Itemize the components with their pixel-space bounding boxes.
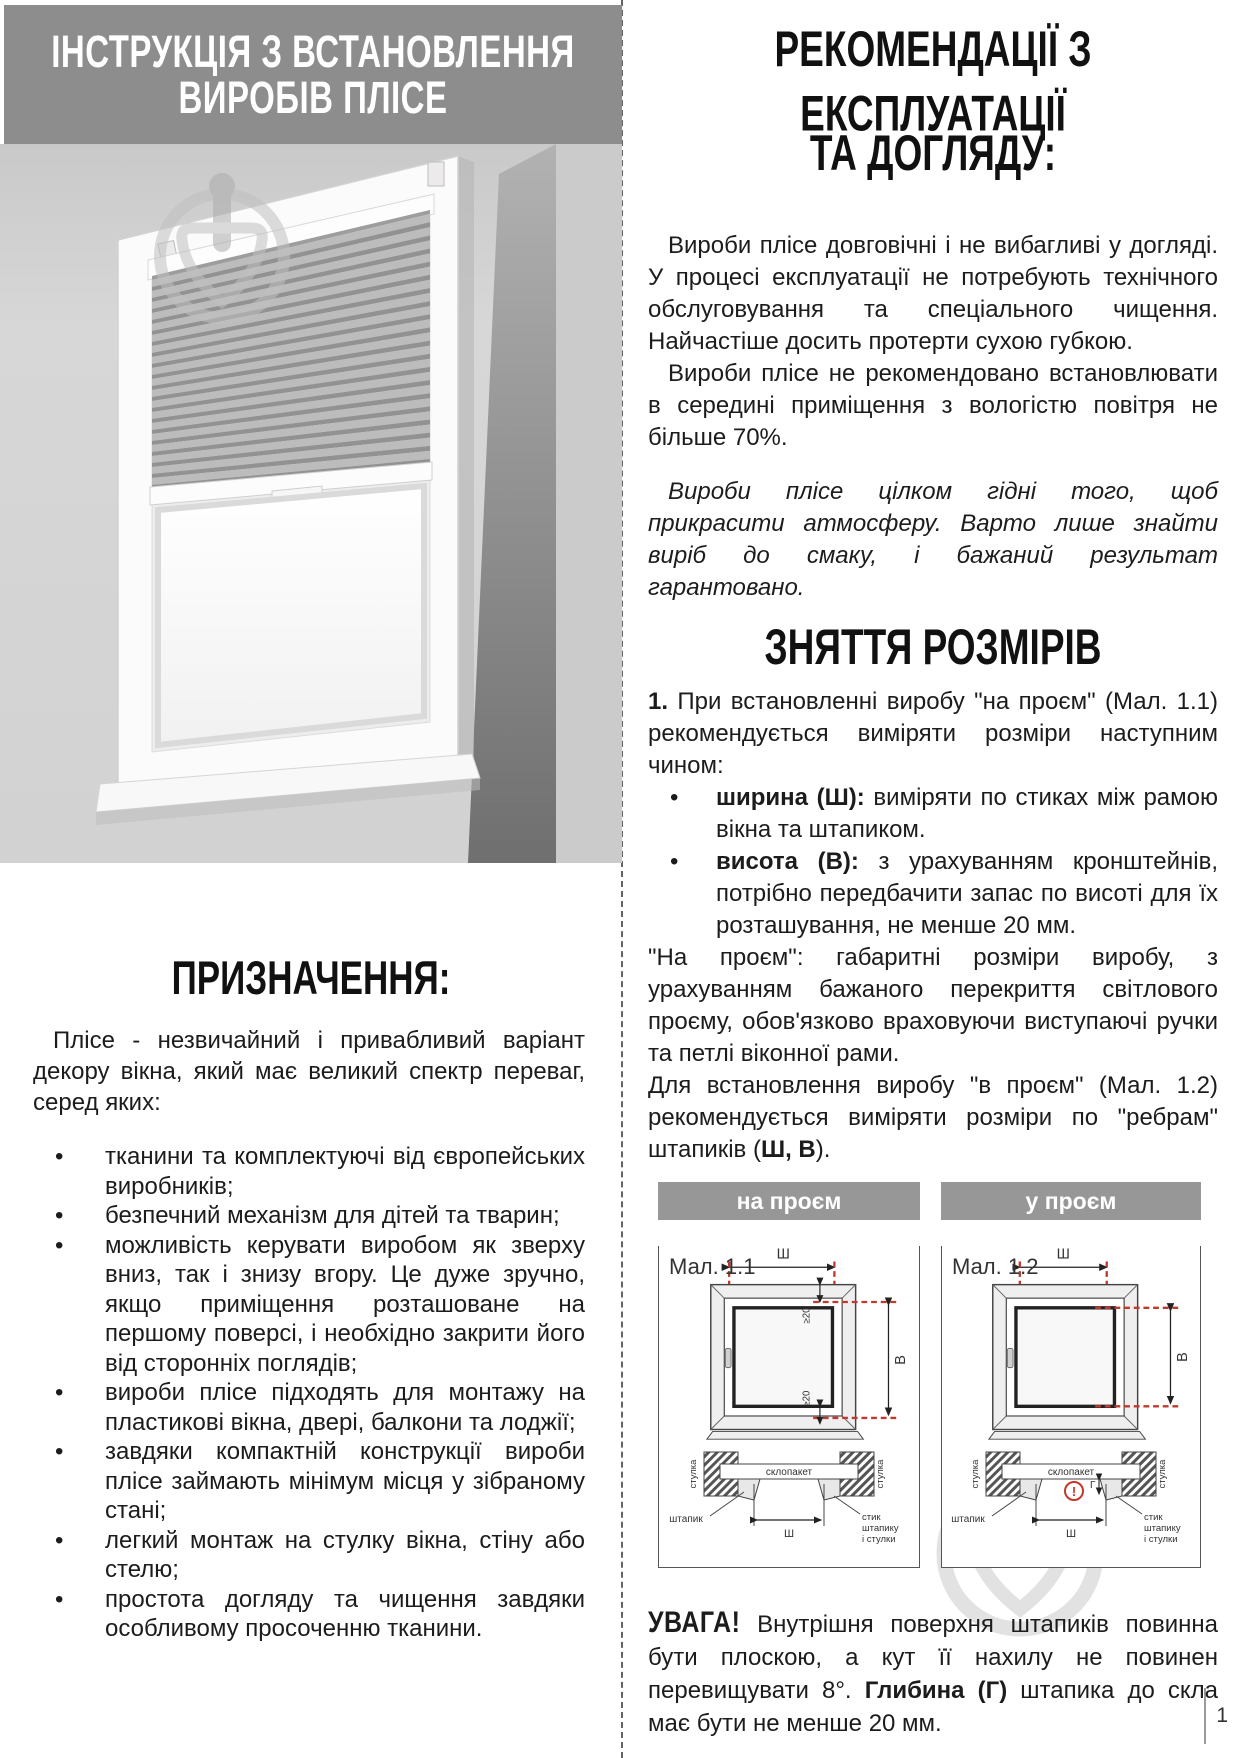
bullet-marker: • (670, 848, 679, 875)
bead-label: штапик (669, 1514, 703, 1525)
sash-label-left: стулка (970, 1459, 981, 1489)
gap-top-label: ≥20 (801, 1307, 813, 1324)
section-width-label: Ш (783, 1528, 795, 1540)
care-paragraph-3: Вироби плісе цілком гідні того, щоб прикрасити атмосферу. Варто лише знайти виріб до смаку, і бажаний результат гарантовано. (648, 478, 1218, 601)
page-number: 1 (1216, 1704, 1228, 1727)
figure-na-proem (658, 1182, 920, 1568)
benefit-text: простота догляду та чищення завдяки особливому просоченню тканини. (105, 1585, 585, 1642)
height-dim-label: В (1174, 1352, 1191, 1362)
joint-label-1: стик (1144, 1512, 1163, 1523)
figure-1-1-header: на проєм (658, 1182, 920, 1220)
purpose-heading: ПРИЗНАЧЕННЯ: (171, 952, 451, 1005)
right-column (622, 0, 1245, 1758)
figure-1-2-header: у проєм (941, 1182, 1201, 1220)
glass (1016, 1308, 1115, 1407)
bullet-marker: • (55, 1379, 64, 1406)
list-item (0, 1201, 585, 1231)
v-proem-prefix: Для встановлення виробу "в проєм" (Мал. 1.2) рекомендується виміряти розміри по "ребрам" штапиків ( (648, 1072, 1218, 1163)
sizes-heading-wrap (648, 619, 1218, 675)
width-definition: виміряти по стиках між рамою вікна та штапиком. (716, 784, 1218, 843)
sill (989, 1431, 1145, 1439)
depth-label: Г (1090, 1480, 1096, 1491)
main-title-line-1: ІНСТРУКЦІЯ З ВСТАНОВЛЕННЯ (51, 25, 575, 77)
bullet-marker: • (55, 1143, 64, 1170)
care-heading-line-1: РЕКОМЕНДАЦІЇ З ЕКСПЛУАТАЦІЇ (774, 21, 1092, 142)
width-dim-label: Ш (1056, 1246, 1070, 1263)
bead-label: штапик (951, 1514, 985, 1525)
care-paragraph-2: Вироби плісе не рекомендовано встановлювати в середині приміщення з вологістю повітря не більше 70%. (648, 360, 1218, 451)
joint-label-2: штапику (1144, 1523, 1181, 1534)
width-term: ширина (Ш): (716, 784, 865, 811)
window-recess-shadow (458, 156, 474, 766)
window-handle (725, 1348, 731, 1367)
care-paragraph-1: Вироби плісе довговічні і не вибагливі у догляді. У процесі експлуатації не потребують технічного обслуговування та спеціального чищення. Найчастіше досить протерти сухою губкою. (648, 232, 1218, 355)
attention-label: УВАГА! (648, 1605, 741, 1640)
attention-depth-term: Глибина (Г) (864, 1677, 1008, 1704)
bead-right (818, 1479, 840, 1500)
attention-text-2: штапика до скла має бути не менше 20 мм. (648, 1677, 1219, 1737)
bead-left (738, 1479, 760, 1500)
step-1-text: При встановленні виробу "на проєм" (Мал. 1.1) рекомендується виміряти розміри наступним чином: (648, 688, 1218, 779)
figure-1-2-body (941, 1246, 1201, 1568)
main-title-line-2: ВИРОБІВ ПЛІСЕ (178, 71, 448, 123)
list-item (0, 1526, 585, 1585)
glazing-label: склопакет (1047, 1467, 1095, 1478)
benefit-text: безпечний механізм для дітей та тварин; (105, 1202, 560, 1229)
list-item (0, 1585, 585, 1644)
benefit-text: завдяки компактній конструкції вироби плісе займають мінімум місця у зібраному стані; (105, 1438, 585, 1524)
benefit-text: легкий монтаж на стулку вікна, стіну або стелю; (105, 1526, 585, 1583)
figure-1-2-label: Мал. 1.2 (952, 1254, 1039, 1279)
step-1-paragraph (648, 686, 1218, 782)
figure-1-1-body (658, 1246, 920, 1568)
figure-u-proem (941, 1182, 1201, 1568)
figures-row (658, 1182, 1218, 1568)
height-term: висота (В): (716, 848, 859, 875)
figure-1-1-section-diagram (664, 1444, 914, 1544)
sash-label-right: стулка (875, 1459, 886, 1489)
photo-side-wall (556, 144, 622, 863)
v-proem-dims: Ш, В (760, 1136, 816, 1163)
mounting-bracket-right (428, 162, 444, 186)
bullet-marker: • (670, 784, 679, 811)
bead-right (1100, 1479, 1122, 1500)
attention-paragraph (648, 1605, 1219, 1740)
joint-label-3: і стулки (862, 1534, 896, 1544)
figure-1-2-section-diagram (946, 1444, 1196, 1544)
bullet-marker: • (55, 1231, 64, 1259)
benefit-text: вироби плісе підходять для монтажу на пластикові вікна, двері, балкони та лоджії; (105, 1379, 585, 1436)
bullet-marker: • (55, 1585, 64, 1613)
height-definition: з урахуванням кронштейнів, потрібно передбачити запас по висоті для їх розташування, не менше 20 мм. (716, 848, 1218, 939)
product-photo-pleated-blind (0, 144, 622, 863)
glazing-label: склопакет (765, 1467, 813, 1478)
care-heading (648, 21, 1218, 181)
list-item (648, 782, 1218, 846)
glass (734, 1308, 833, 1407)
section-width-label: Ш (1065, 1528, 1077, 1540)
purpose-intro-paragraph: Плісе - незвичайний і привабливий варіант декору вікна, який має великий спектр переваг, серед яких: (33, 1027, 585, 1116)
step-1-number: 1. (648, 688, 669, 715)
measure-list (648, 782, 1218, 942)
care-heading-line-2: ТА ДОГЛЯДУ: (809, 125, 1057, 181)
bead-left (1020, 1479, 1042, 1500)
figure-1-1-label: Мал. 1.1 (669, 1254, 756, 1279)
attention-text-1: Внутрішня поверхня штапиків повинна бути плоскою, а кут її нахилу не повинен перевищувати 8°. (648, 1611, 1218, 1704)
list-item (0, 1142, 585, 1201)
benefit-text: можливість керувати виробом як зверху вниз, так і знизу вгору. Це дуже зручно, якщо приміщення розташоване на першому поверсі, і необхідно закрити його від сторонніх поглядів; (105, 1231, 585, 1377)
joint-label-3: і стулки (1144, 1534, 1178, 1544)
main-title-banner (4, 5, 622, 144)
list-item (0, 1231, 585, 1379)
benefits-list (0, 1142, 585, 1644)
sizes-heading: ЗНЯТТЯ РОЗМІРІВ (764, 619, 1102, 675)
gap-bottom-label: ≥20 (801, 1390, 813, 1407)
window-handle (1007, 1348, 1013, 1367)
list-item (648, 846, 1218, 942)
list-item (0, 1437, 585, 1526)
v-proem-suffix: ). (815, 1136, 831, 1163)
sash-label-right: стулка (1157, 1459, 1168, 1489)
width-dim-label: Ш (776, 1246, 790, 1263)
warning-exclamation: ! (1071, 1484, 1077, 1499)
bullet-marker: • (55, 1526, 64, 1554)
bullet-marker: • (55, 1438, 64, 1465)
joint-label-2: штапику (862, 1523, 899, 1534)
benefit-text: тканини та комплектуючі від європейських виробників; (105, 1143, 585, 1200)
left-column (0, 0, 622, 1758)
sash-label-left: стулка (688, 1459, 699, 1489)
height-dim-label: В (892, 1355, 909, 1365)
bullet-marker: • (55, 1202, 64, 1229)
v-proem-paragraph (648, 1070, 1218, 1166)
list-item (0, 1378, 585, 1437)
sill (707, 1431, 863, 1439)
na-proem-paragraph: "На проєм": габаритні розміри виробу, з урахуванням бажаного перекриття світлового проєму, обов'язково враховуючи виступаючі ручки та петлі віконної рами. (648, 944, 1218, 1067)
open-glass-area (158, 486, 424, 745)
joint-label-1: стик (862, 1512, 881, 1523)
